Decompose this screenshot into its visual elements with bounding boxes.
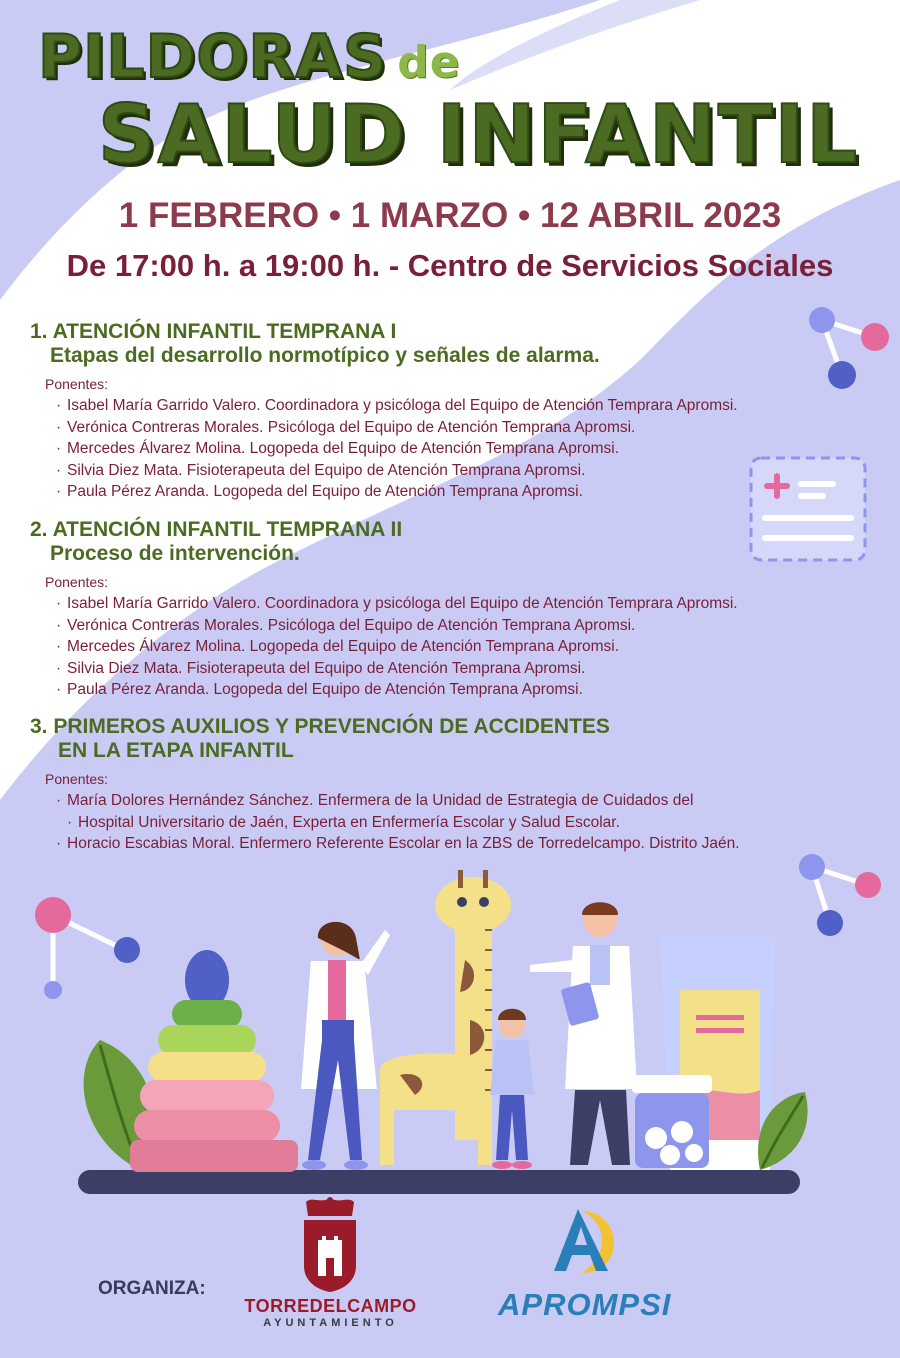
speaker-item: · Mercedes Álvarez Molina. Logopeda del Equipo de Atención Temprana Apromsi. (56, 636, 738, 658)
speaker-item: · Silvia Diez Mata. Fisioterapeuta del Equipo de Atención Temprana Apromsi. (56, 460, 738, 482)
illustration-scene (60, 860, 820, 1200)
torredelcampo-name: TORREDELCAMPO (244, 1296, 417, 1316)
speaker-item: · Isabel María Garrido Valero. Coordinadora y psicóloga del Equipo de Atención Temprara Apromsi. (56, 593, 738, 615)
ring-stacker-toy (130, 950, 298, 1172)
section-2-heading (30, 518, 402, 566)
speaker-item-continuation: · Hospital Universitario de Jaén, Experta en Enfermería Escolar y Salud Escolar. (56, 812, 740, 834)
female-doctor (300, 922, 390, 1170)
event-dates: 1 FEBRERO • 1 MARZO • 12 ABRIL 2023 (118, 196, 782, 235)
male-doctor (530, 902, 638, 1165)
title-de: de (397, 37, 461, 88)
speaker-item: · Isabel María Garrido Valero. Coordinadora y psicóloga del Equipo de Atención Temprara Apromsi. (56, 395, 738, 417)
speaker-item: · Verónica Contreras Morales. Psicóloga del Equipo de Atención Temprana Apromsi. (56, 615, 738, 637)
aprompsi-name: APROMPSI (498, 1287, 672, 1322)
section-1-title: 1. ATENCIÓN INFANTIL TEMPRANA I (30, 320, 397, 343)
section-2-subtitle: Proceso de intervención. (50, 542, 300, 565)
title-line2: SALUD INFANTIL (98, 88, 860, 181)
section-2-speakers-label: Ponentes: (45, 574, 109, 590)
event-schedule: De 17:00 h. a 19:00 h. - Centro de Servicios Sociales (66, 248, 834, 283)
organiza-label: ORGANIZA: (98, 1278, 206, 1299)
aprompsi-logo-mark (548, 1205, 618, 1277)
section-2-title: 2. ATENCIÓN INFANTIL TEMPRANA II (30, 518, 403, 541)
child (490, 1009, 534, 1169)
section-2-speakers-list (56, 593, 738, 701)
pill-bottle (632, 1075, 712, 1168)
section-1-speakers-label: Ponentes: (45, 376, 109, 392)
molecule-icon (800, 300, 900, 395)
speaker-item: · Horacio Escabias Moral. Enfermero Referente Escolar en la ZBS de Torredelcampo. Distrito Jaén. (56, 833, 740, 855)
speaker-item: · Mercedes Álvarez Molina. Logopeda del Equipo de Atención Temprana Apromsi. (56, 438, 738, 460)
section-3-title: 3. PRIMEROS AUXILIOS Y PREVENCIÓN DE ACCIDENTES (30, 715, 610, 738)
title-pildoras: PILDORAS (38, 22, 388, 92)
speaker-item: · Paula Pérez Aranda. Logopeda del Equipo de Atención Temprana Apromsi. (56, 679, 738, 701)
title-line1 (38, 22, 461, 92)
section-3-heading (30, 715, 610, 763)
section-1-heading (30, 320, 600, 368)
medical-chart-icon (748, 455, 870, 565)
speaker-item: · Verónica Contreras Morales. Psicóloga del Equipo de Atención Temprana Apromsi. (56, 417, 738, 439)
speaker-item: · María Dolores Hernández Sánchez. Enfermera de la Unidad de Estrategia de Cuidados del (56, 790, 740, 812)
section-1-speakers-list (56, 395, 738, 503)
torredelcampo-subtitle: AYUNTAMIENTO (263, 1317, 398, 1329)
section-1-subtitle: Etapas del desarrollo normotípico y señales de alarma. (50, 344, 600, 367)
speaker-item: · Paula Pérez Aranda. Logopeda del Equipo de Atención Temprana Apromsi. (56, 481, 738, 503)
ground-bar (78, 1170, 800, 1194)
torredelcampo-shield-logo (298, 1196, 362, 1294)
section-3-speakers-label: Ponentes: (45, 771, 109, 787)
speaker-item: · Silvia Diez Mata. Fisioterapeuta del Equipo de Atención Temprana Apromsi. (56, 658, 738, 680)
section-3-speakers-list (56, 790, 740, 855)
section-3-subtitle: EN LA ETAPA INFANTIL (58, 739, 294, 762)
giraffe-height-chart (380, 870, 511, 1165)
